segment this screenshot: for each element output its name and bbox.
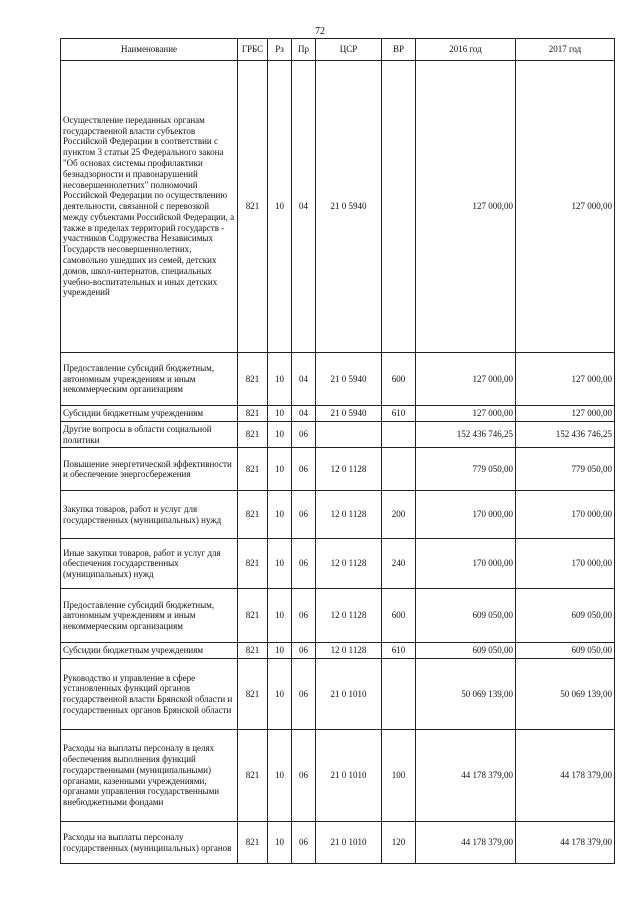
row-name: Предоставление субсидий бюджетным, автономным учреждениям и иным некоммерческим организациям	[61, 589, 238, 643]
header-csr: ЦСР	[316, 39, 382, 61]
row-grbs: 821	[238, 822, 268, 864]
table-row	[61, 539, 615, 589]
row-vr	[382, 448, 416, 491]
row-vr: 600	[382, 589, 416, 643]
row-2017: 152 436 746,25	[516, 421, 615, 448]
row-rz: 10	[268, 589, 292, 643]
row-csr: 21 0 1010	[316, 822, 382, 864]
header-2017: 2017 год	[516, 39, 615, 61]
row-vr: 200	[382, 491, 416, 539]
row-2016: 609 050,00	[416, 589, 516, 643]
row-2017: 779 050,00	[516, 448, 615, 491]
row-name: Субсидии бюджетным учреждениям	[61, 406, 238, 422]
row-name: Расходы на выплаты персоналу в целях обеспечения выполнения функций государственными (муниципальными) органами, казенными учреждениями, органами управления государственными внебюджетными фондами	[61, 730, 238, 822]
table-row	[61, 421, 615, 448]
row-2017: 127 000,00	[516, 61, 615, 353]
header-name: Наименование	[61, 39, 238, 61]
table-header-row	[61, 39, 615, 61]
row-name: Субсидии бюджетным учреждениям	[61, 643, 238, 659]
table-row	[61, 659, 615, 730]
row-2016: 609 050,00	[416, 643, 516, 659]
row-pr: 06	[292, 730, 316, 822]
row-pr: 06	[292, 421, 316, 448]
row-csr: 12 0 1128	[316, 448, 382, 491]
row-csr	[316, 421, 382, 448]
row-2017: 609 050,00	[516, 589, 615, 643]
row-pr: 04	[292, 61, 316, 353]
table-row	[61, 448, 615, 491]
row-2017: 44 178 379,00	[516, 822, 615, 864]
row-pr: 04	[292, 406, 316, 422]
row-2016: 152 436 746,25	[416, 421, 516, 448]
row-csr: 21 0 5940	[316, 61, 382, 353]
budget-table	[60, 38, 615, 864]
row-2016: 127 000,00	[416, 61, 516, 353]
row-grbs: 821	[238, 643, 268, 659]
row-csr: 21 0 5940	[316, 406, 382, 422]
header-vr: ВР	[382, 39, 416, 61]
row-name: Иные закупки товаров, работ и услуг для обеспечения государственных (муниципальных) нужд	[61, 539, 238, 589]
row-name: Предоставление субсидий бюджетным, автономным учреждениям и иным некоммерческим организациям	[61, 353, 238, 406]
row-grbs: 821	[238, 539, 268, 589]
header-grbs: ГРБС	[238, 39, 268, 61]
row-grbs: 821	[238, 448, 268, 491]
row-2017: 170 000,00	[516, 539, 615, 589]
row-name: Закупка товаров, работ и услуг для государственных (муниципальных) нужд	[61, 491, 238, 539]
row-csr: 12 0 1128	[316, 589, 382, 643]
row-2016: 127 000,00	[416, 406, 516, 422]
row-name: Повышение энергетической эффективности и обеспечение энергосбережения	[61, 448, 238, 491]
row-grbs: 821	[238, 491, 268, 539]
row-2016: 44 178 379,00	[416, 730, 516, 822]
row-csr: 12 0 1128	[316, 539, 382, 589]
row-pr: 06	[292, 491, 316, 539]
row-name: Осуществление переданных органам государственной власти субъектов Российской Федерации в соответствии с пунктом 3 статьи 25 Федерального закона "Об основах системы профилактики безнадзорности и правонарушений несовершеннолетних" полномочий Российской Федерации по осуществлению деятельности, связанной с перевозкой между субъектами Российской Федерации, а также в пределах территорий государств - участников Содружества Независимых Государств несовершеннолетних, самовольно ушедших из семей, детских домов, школ-интернатов, специальных учебно-воспитательных и иных детских учреждений	[61, 61, 238, 353]
row-2017: 127 000,00	[516, 353, 615, 406]
row-rz: 10	[268, 491, 292, 539]
table-row	[61, 643, 615, 659]
table-row	[61, 589, 615, 643]
row-vr: 120	[382, 822, 416, 864]
row-vr: 610	[382, 643, 416, 659]
row-2016: 50 069 139,00	[416, 659, 516, 730]
row-csr: 21 0 5940	[316, 353, 382, 406]
row-2016: 170 000,00	[416, 491, 516, 539]
row-pr: 06	[292, 659, 316, 730]
row-2016: 170 000,00	[416, 539, 516, 589]
row-2017: 170 000,00	[516, 491, 615, 539]
row-2016: 779 050,00	[416, 448, 516, 491]
row-2016: 44 178 379,00	[416, 822, 516, 864]
row-rz: 10	[268, 643, 292, 659]
row-vr	[382, 421, 416, 448]
row-2017: 50 069 139,00	[516, 659, 615, 730]
row-2017: 44 178 379,00	[516, 730, 615, 822]
row-name: Другие вопросы в области социальной политики	[61, 421, 238, 448]
table-row	[61, 822, 615, 864]
row-rz: 10	[268, 406, 292, 422]
page-number: 72	[315, 26, 325, 37]
row-name: Расходы на выплаты персоналу государственных (муниципальных) органов	[61, 822, 238, 864]
row-pr: 06	[292, 589, 316, 643]
row-pr: 06	[292, 822, 316, 864]
header-2016: 2016 год	[416, 39, 516, 61]
header-pr: Пр	[292, 39, 316, 61]
table-row	[61, 61, 615, 353]
row-rz: 10	[268, 448, 292, 491]
table-row	[61, 353, 615, 406]
row-rz: 10	[268, 659, 292, 730]
row-vr: 240	[382, 539, 416, 589]
table-row	[61, 730, 615, 822]
row-vr	[382, 61, 416, 353]
row-pr: 06	[292, 448, 316, 491]
row-grbs: 821	[238, 353, 268, 406]
row-rz: 10	[268, 353, 292, 406]
row-rz: 10	[268, 822, 292, 864]
row-rz: 10	[268, 61, 292, 353]
row-rz: 10	[268, 421, 292, 448]
row-rz: 10	[268, 730, 292, 822]
table-row	[61, 406, 615, 422]
row-vr	[382, 659, 416, 730]
row-csr: 21 0 1010	[316, 659, 382, 730]
row-2017: 127 000,00	[516, 406, 615, 422]
row-csr: 21 0 1010	[316, 730, 382, 822]
header-rz: Рз	[268, 39, 292, 61]
row-2017: 609 050,00	[516, 643, 615, 659]
row-grbs: 821	[238, 61, 268, 353]
row-grbs: 821	[238, 659, 268, 730]
row-vr: 600	[382, 353, 416, 406]
row-rz: 10	[268, 539, 292, 589]
row-grbs: 821	[238, 730, 268, 822]
row-csr: 12 0 1128	[316, 491, 382, 539]
row-pr: 06	[292, 643, 316, 659]
row-grbs: 821	[238, 421, 268, 448]
row-grbs: 821	[238, 406, 268, 422]
row-vr: 100	[382, 730, 416, 822]
row-csr: 12 0 1128	[316, 643, 382, 659]
row-vr: 610	[382, 406, 416, 422]
row-pr: 06	[292, 539, 316, 589]
row-pr: 04	[292, 353, 316, 406]
row-name: Руководство и управление в сфере установленных функций органов государственной власти Брянской области и государственных органов Брянской области	[61, 659, 238, 730]
row-grbs: 821	[238, 589, 268, 643]
row-2016: 127 000,00	[416, 353, 516, 406]
table-row	[61, 491, 615, 539]
